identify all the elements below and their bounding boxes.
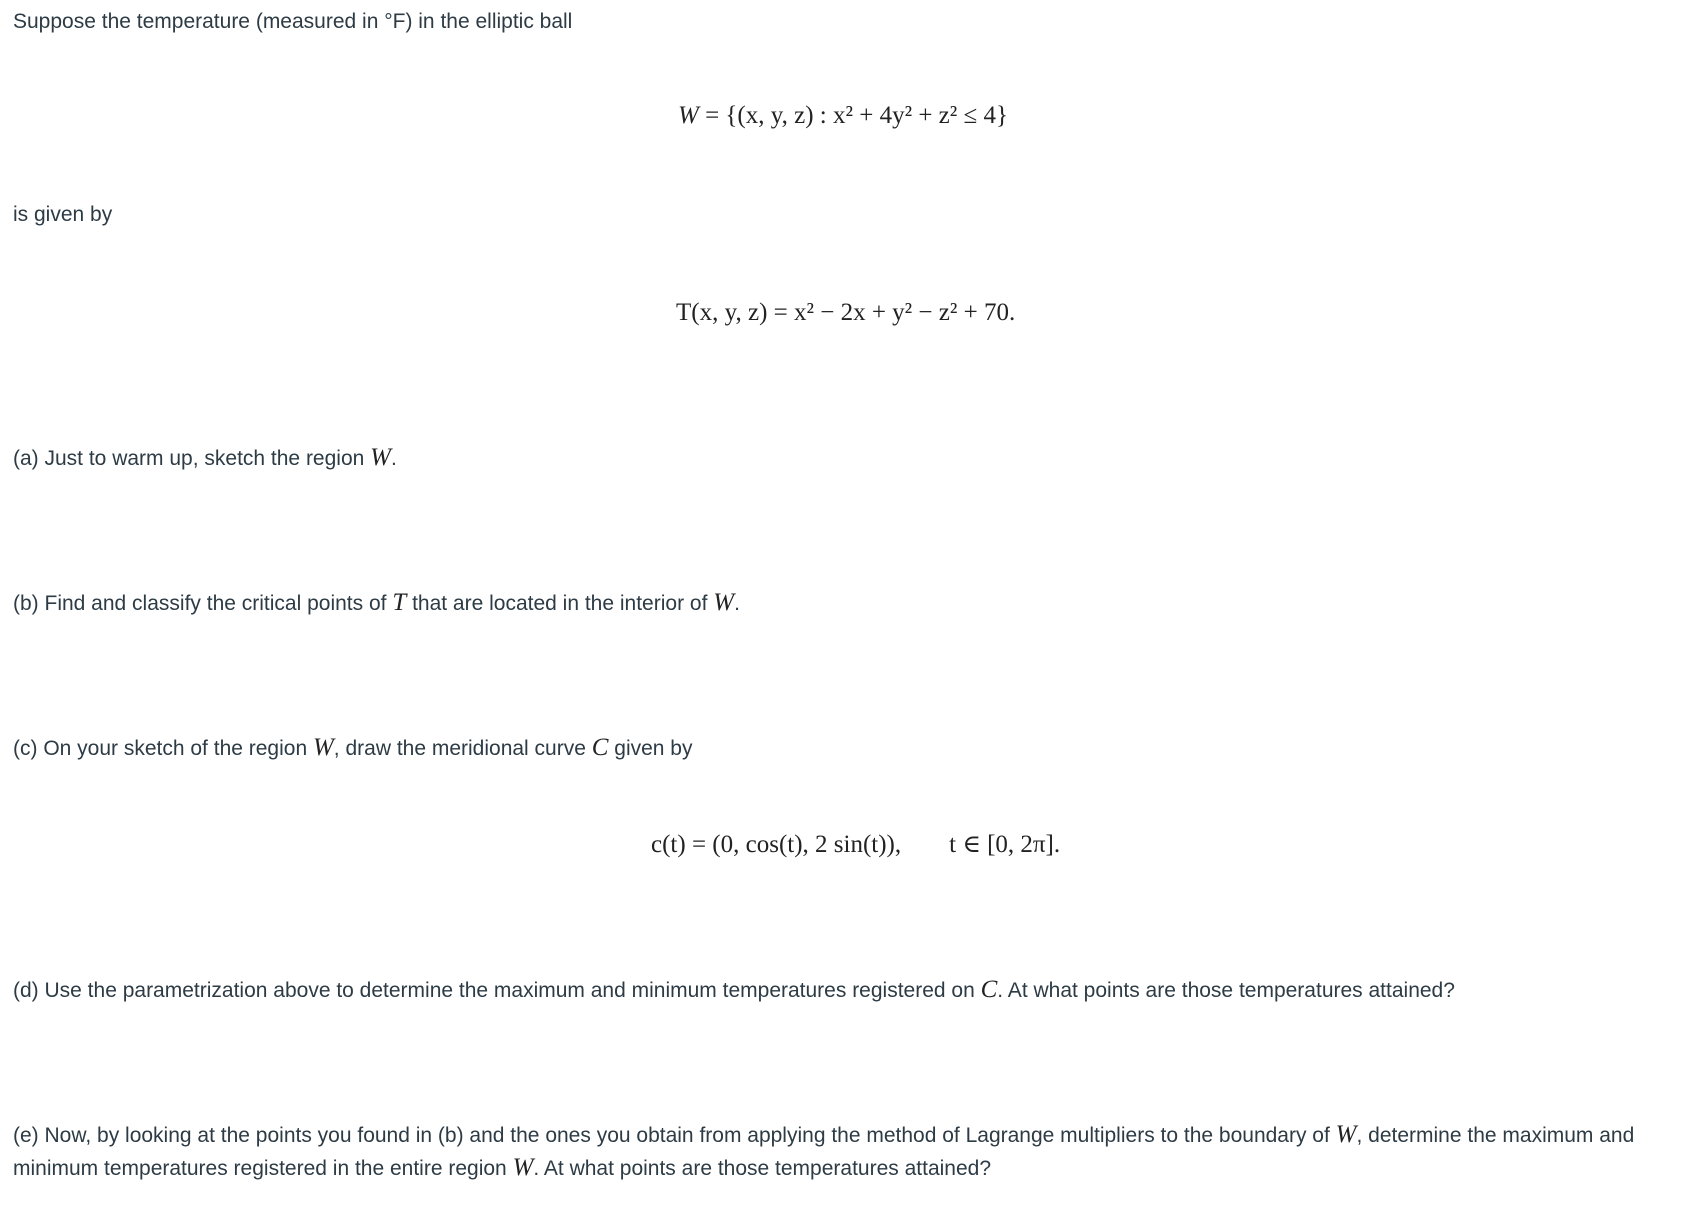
equation-T [676, 297, 1015, 329]
part-b-math-T: T [392, 589, 407, 616]
equation-W [678, 100, 1008, 132]
part-c-math-W: W [312, 734, 334, 761]
part-e-end: . At what points are those temperatures attained? [533, 1157, 992, 1180]
equation-c [651, 829, 1060, 861]
part-d-text: (d) Use the parametrization above to determine the maximum and minimum temperatures registered on [13, 979, 981, 1002]
part-e-text: (e) Now, by looking at the points you found in (b) and the ones you obtain from applying the method of Lagrange multipliers to the boundary of [13, 1124, 1336, 1147]
part-b-end: . [734, 592, 740, 615]
part-c-text: (c) On your sketch of the region [13, 737, 313, 760]
equation-T-text: T(x, y, z) = x² − 2x + y² − z² + 70. [676, 299, 1016, 326]
intro-text: Suppose the temperature (measured in °F) in the elliptic ball [13, 10, 573, 33]
part-b-mid: that are located in the interior of [406, 592, 714, 615]
part-a-end: . [390, 447, 397, 470]
given-by-text: is given by [13, 203, 113, 226]
part-a-math-W: W [370, 444, 391, 471]
part-b-math-W: W [713, 589, 735, 616]
part-a [13, 442, 397, 475]
part-b-text: (b) Find and classify the critical points of [13, 592, 393, 615]
part-c [13, 732, 693, 765]
part-b [13, 587, 740, 620]
part-d [13, 974, 1455, 1007]
part-c-mid: , draw the meridional curve [333, 737, 592, 760]
part-e-math-W-2: W [512, 1154, 534, 1181]
part-d-end: . At what points are those temperatures attained? [997, 979, 1455, 1002]
part-d-math-C: C [980, 976, 998, 1003]
part-c-math-C: C [591, 734, 609, 761]
part-e-mid: , determine the maximum and minimum temperatures registered in the entire region [13, 1124, 1635, 1180]
equation-c-lhs: c(t) = (0, cos(t), 2 sin(t)), [651, 831, 902, 858]
equation-W-rhs: = {(x, y, z) : x² + 4y² + z² ≤ 4} [705, 102, 1008, 129]
given-by-paragraph [13, 199, 112, 231]
equation-W-lhs: W [678, 102, 699, 129]
part-e-math-W: W [1335, 1121, 1357, 1148]
part-e [13, 1119, 1668, 1185]
intro-paragraph [13, 6, 572, 38]
part-a-text: (a) Just to warm up, sketch the region [13, 447, 371, 470]
part-c-end: given by [608, 737, 693, 760]
equation-c-rhs: t ∈ [0, 2π]. [949, 831, 1061, 858]
